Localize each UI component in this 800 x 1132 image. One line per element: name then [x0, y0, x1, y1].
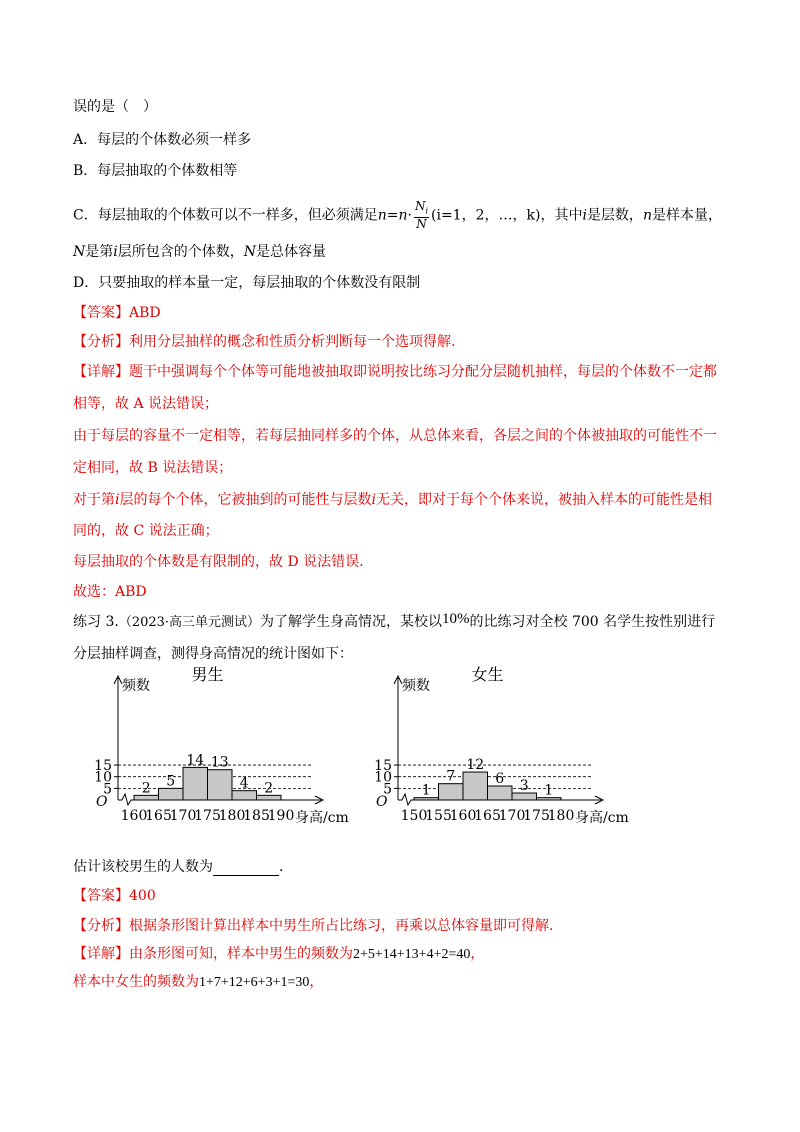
bar-value-label: 4 — [239, 775, 249, 792]
q3-detail-1: 由条形图可知，样本中男生的频数为 — [129, 946, 353, 962]
x-axis-label: 身高/cm — [295, 810, 349, 826]
var-n: n — [642, 207, 652, 224]
option-c-text: C．每层抽取的个体数可以不一样多，但必须满足 — [73, 207, 378, 224]
choose-row: 故选：ABD — [73, 584, 147, 600]
bar — [463, 772, 488, 800]
bar — [208, 770, 233, 800]
var-N: N — [73, 244, 86, 260]
detail-row-2b: 定相同，故 B 说法错误； — [73, 460, 233, 476]
var-i: i — [371, 492, 376, 508]
q3-detail-1-eq: 2+5+14+13+4+2=40 — [353, 947, 471, 962]
q3-analysis-text: 根据条形图计算出样本中男生所占比练习，再乘以总体容量即可得解. — [129, 918, 554, 934]
detail-tag: 【详解】 — [73, 364, 129, 380]
y-tick-label: 5 — [103, 781, 112, 798]
bar — [512, 793, 537, 800]
bar-value-label: 3 — [519, 778, 529, 795]
option-c-mid: ，其中 — [540, 207, 583, 224]
option-d: D．只要抽取的样本量一定，每层抽取的个体数没有限制 — [73, 275, 421, 291]
q3-question — [73, 858, 283, 876]
option-a: A．每层的个体数必须一样多 — [73, 132, 252, 148]
y-tick-label: 10 — [94, 769, 112, 786]
bar — [183, 767, 208, 800]
formula-paren: (i=1，2，…，k) — [431, 207, 541, 224]
option-c-line2 — [73, 243, 326, 261]
q3-stem-a: 为了解学生身高情况，某校以 — [260, 614, 443, 630]
option-c-end: 是样本量， — [651, 207, 722, 224]
analysis-row — [73, 333, 455, 351]
bar — [488, 786, 513, 800]
bar-value-label: 1 — [544, 782, 554, 799]
x-tick-label: 175 — [194, 808, 221, 824]
bar-value-label: 7 — [446, 768, 456, 785]
chart-title: 男生 — [191, 665, 224, 684]
answer-tag: 【答案】 — [73, 305, 129, 321]
x-tick-label: 160 — [120, 808, 148, 824]
q3-detail-2: 样本中女生的频数为 — [73, 974, 199, 990]
bar-value-label: 14 — [186, 752, 205, 769]
detail-3a-post: 无关，即对于每个个体来说，被抽入样本的可能性是相 — [375, 492, 712, 508]
option-c-mid2: 是层数， — [586, 207, 643, 224]
q3-answer-tag: 【答案】 — [73, 888, 129, 904]
x-tick-label: 165 — [474, 808, 501, 824]
y-tick-label: 15 — [374, 758, 392, 775]
x-tick-label: 150 — [400, 808, 428, 824]
option-c-line2-c: 是总体容量 — [255, 244, 326, 260]
x-tick-label: 180 — [547, 808, 575, 824]
q3-detail-row-1 — [73, 945, 484, 964]
x-tick-label: 160 — [449, 808, 477, 824]
q3-detail-row-2 — [73, 973, 323, 992]
q3-detail-2-end: ， — [309, 974, 324, 990]
detail-row-4: 每层抽取的个体数是有限制的，故 D 说法错误. — [73, 554, 364, 570]
analysis-tag: 【分析】 — [73, 334, 129, 350]
answer-value: ABD — [129, 305, 161, 321]
x-tick-label: 170 — [169, 808, 197, 824]
x-tick-label: 170 — [498, 808, 526, 824]
q3-label: 练习 3. — [73, 614, 119, 630]
y-tick-label: 5 — [383, 781, 392, 798]
bar-value-label: 13 — [210, 754, 229, 771]
fraction-denominator: N — [416, 217, 427, 232]
bar-value-label: 1 — [421, 782, 431, 799]
x-tick-label: 180 — [218, 808, 246, 824]
fraction-numerator: N — [414, 199, 426, 213]
answer-row — [73, 304, 161, 322]
q3-stem-line1 — [73, 613, 715, 632]
option-b: B．每层抽取的个体数相等 — [73, 163, 238, 179]
detail-3a-pre: 对于第 — [73, 492, 115, 508]
var-N: N — [243, 244, 256, 260]
origin-label: O — [96, 794, 108, 810]
bar — [159, 788, 184, 800]
option-c-line2-b: 层所包含的个体数， — [117, 244, 244, 260]
var-i: i — [582, 207, 587, 224]
origin-label: O — [376, 794, 388, 810]
female-histogram — [360, 664, 640, 834]
bar-value-label: 2 — [141, 780, 151, 797]
formula-n2: n· — [398, 207, 412, 224]
q3-detail-tag: 【详解】 — [73, 946, 129, 962]
detail-row-3b: 同的，故 C 说法正确； — [73, 523, 219, 539]
formula-eq: = — [386, 207, 399, 224]
y-tick-label: 15 — [94, 758, 112, 775]
q3-source: （2023·高三单元测试） — [118, 615, 261, 630]
x-tick-label: 175 — [523, 808, 550, 824]
bar-value-label: 5 — [166, 773, 176, 790]
q3-percent: 10% — [442, 611, 470, 627]
q3-detail-2-eq: 1+7+12+6+3+1=30 — [199, 975, 310, 990]
bar — [439, 784, 464, 800]
detail-row-3a — [73, 491, 712, 509]
formula-fraction — [414, 200, 429, 231]
q3-stem-b: 的比练习对全校 700 名学生按性别进行 — [469, 614, 716, 630]
formula-n: n — [377, 207, 387, 224]
bar-value-label: 2 — [264, 780, 274, 797]
fraction-numerator-sub: i — [425, 206, 429, 216]
y-axis-label: 频数 — [122, 678, 150, 694]
x-tick-label: 155 — [425, 808, 452, 824]
question-stem-tail: 误的是（ ） — [73, 99, 157, 115]
var-i: i — [115, 492, 120, 508]
x-axis-label: 身高/cm — [575, 810, 629, 826]
q3-analysis-row — [73, 917, 553, 935]
detail-3a-mid: 层的每个个体，它被抽到的可能性与层数 — [119, 492, 372, 508]
detail-row-1b: 相等，故 A 说法错误； — [73, 396, 219, 412]
bar — [232, 791, 257, 800]
bar-value-label: 12 — [466, 757, 485, 774]
detail-row-1a — [73, 363, 717, 381]
answer-blank — [213, 861, 279, 876]
q3-question-text: 估计该校男生的人数为 — [73, 859, 213, 875]
bar-value-label: 6 — [495, 771, 505, 788]
chart-title: 女生 — [471, 665, 504, 684]
x-tick-label: 185 — [243, 808, 270, 824]
male-histogram — [80, 664, 360, 834]
q3-analysis-tag: 【分析】 — [73, 918, 129, 934]
detail-text: 题干中强调每个个体等可能地被抽取即说明按比练习分配分层随机抽样，每层的个体数不一定都 — [129, 364, 717, 380]
option-c — [73, 200, 722, 231]
q3-question-end: . — [279, 859, 284, 875]
y-axis-label: 频数 — [402, 678, 430, 694]
x-tick-label: 190 — [267, 808, 295, 824]
analysis-text: 利用分层抽样的概念和性质分析判断每一个选项得解. — [129, 334, 456, 350]
detail-row-2a: 由于每层的容量不一定相等，若每层抽同样多的个体，从总体来看，各层之间的个体被抽取的可能性不一 — [73, 428, 717, 444]
var-i: i — [113, 244, 118, 260]
y-tick-label: 10 — [374, 769, 392, 786]
q3-answer-row — [73, 887, 156, 905]
q3-detail-1-end: ， — [470, 946, 485, 962]
q3-answer-value: 400 — [129, 888, 156, 904]
option-c-line2-a: 是第 — [85, 244, 114, 260]
q3-stem-line2: 分层抽样调查，测得身高情况的统计图如下： — [73, 646, 353, 662]
x-tick-label: 165 — [145, 808, 172, 824]
